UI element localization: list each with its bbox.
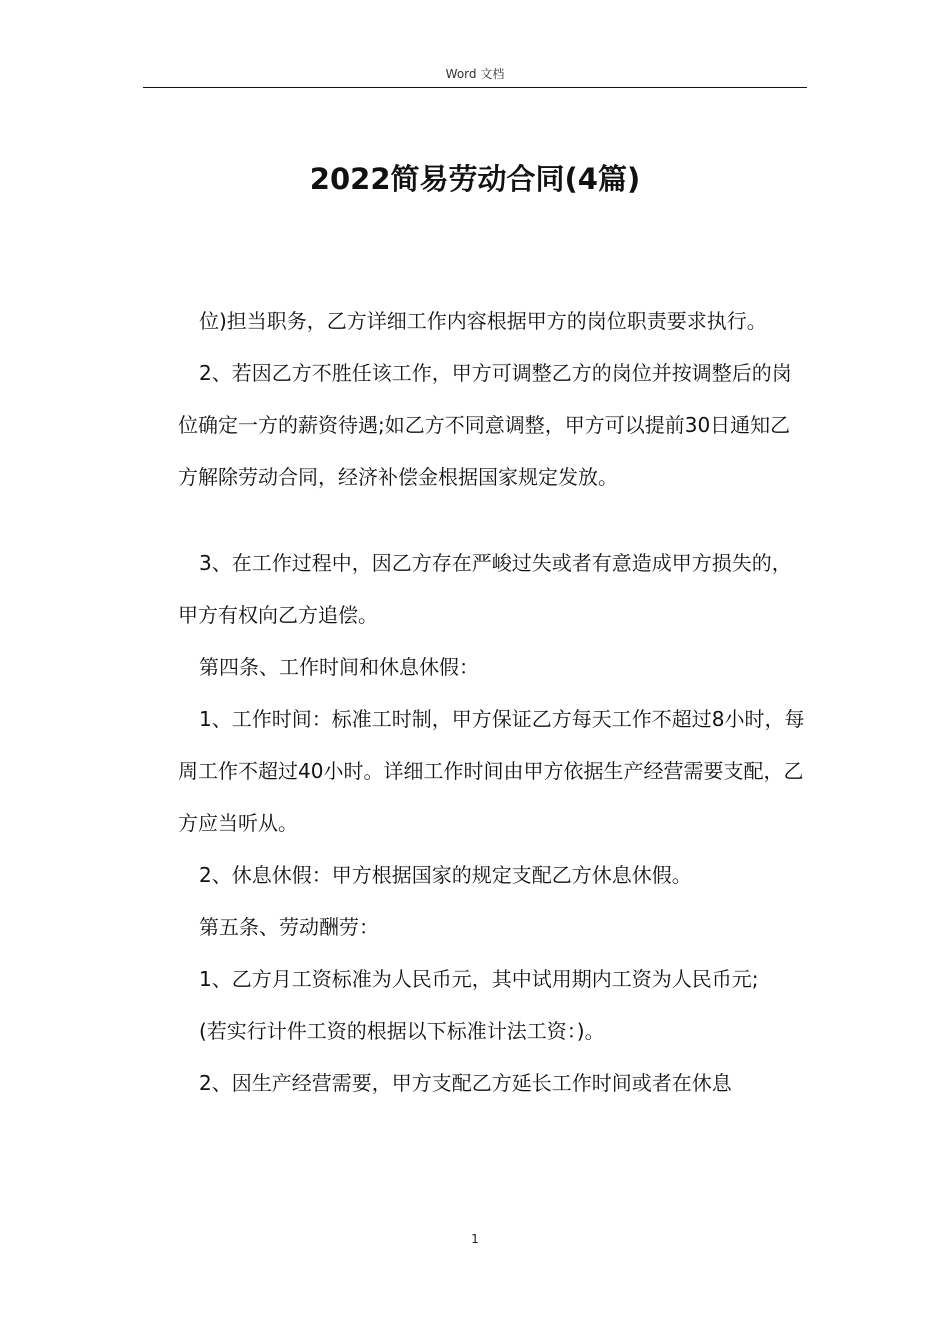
header-divider	[143, 87, 807, 88]
document-title: 2022简易劳动合同(4篇)	[309, 162, 641, 196]
paragraph-9: (若实行计件工资的根据以下标准计法工资：)。	[199, 1019, 605, 1043]
paragraph-3: 3、在工作过程中，因乙方存在严峻过失或者有意造成甲方损失的，甲方有权向乙方追偿。	[178, 551, 792, 627]
page-header-label: Word 文档	[445, 67, 505, 81]
document-body	[178, 295, 808, 1109]
paragraph-8: 1、乙方月工资标准为人民币元，其中试用期内工资为人民币元;	[199, 967, 759, 991]
paragraph-6: 2、休息休假：甲方根据国家的规定支配乙方休息休假。	[199, 863, 692, 887]
paragraph-1: 位)担当职务，乙方详细工作内容根据甲方的岗位职责要求执行。	[199, 309, 767, 333]
paragraph-5: 1、工作时间：标准工时制，甲方保证乙方每天工作不超过8小时，每周工作不超过40小时。详细工作时间由甲方依据生产经营需要支配，乙方应当听从。	[178, 707, 805, 835]
page-number: 1	[471, 1232, 479, 1246]
paragraph-2: 2、若因乙方不胜任该工作，甲方可调整乙方的岗位并按调整后的岗位确定一方的薪资待遇;如乙方不同意调整，甲方可以提前30日通知乙方解除劳动合同，经济补偿金根据国家规定发放。	[178, 361, 792, 489]
paragraph-7: 第五条、劳动酬劳：	[199, 915, 379, 939]
paragraph-10: 2、因生产经营需要，甲方支配乙方延长工作时间或者在休息	[199, 1071, 732, 1095]
paragraph-4: 第四条、工作时间和休息休假：	[199, 655, 479, 679]
